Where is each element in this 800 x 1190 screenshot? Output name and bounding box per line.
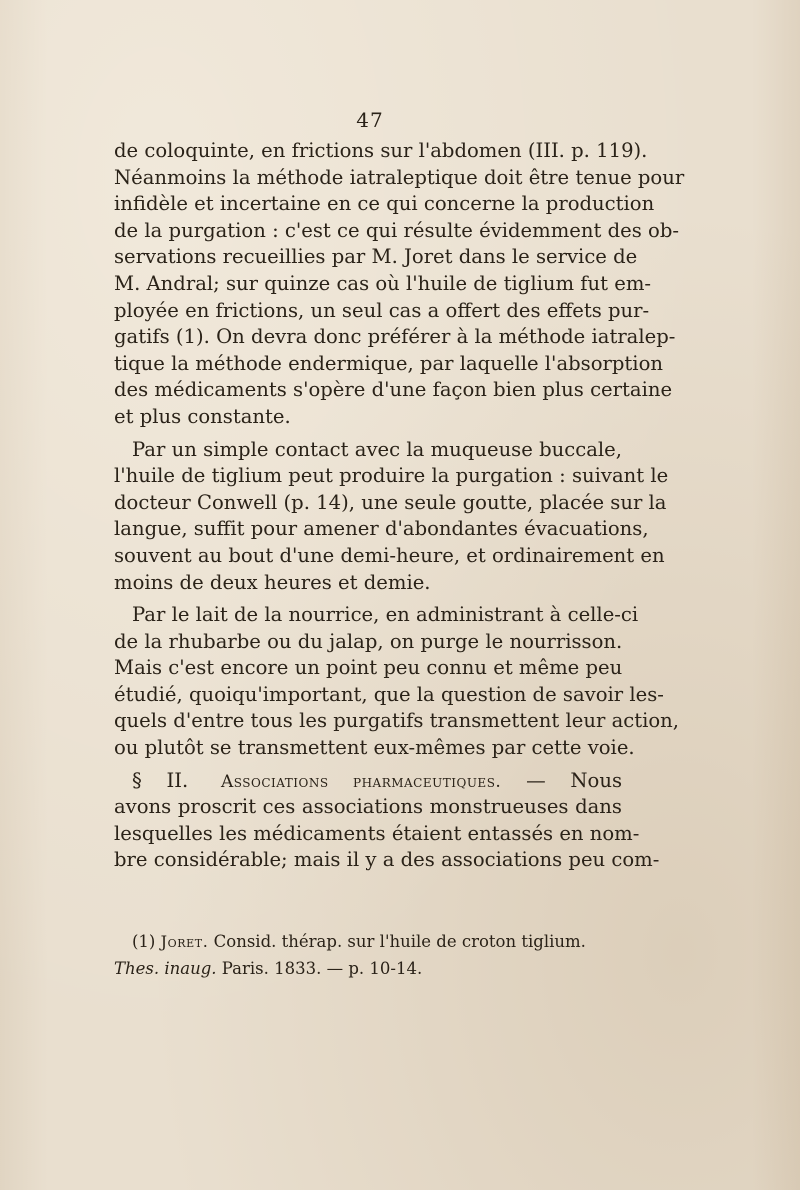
- text-line: quels d'entre tous les purgatifs transmettent leur action,: [114, 709, 680, 733]
- text-line: Par un simple contact avec la muqueuse buccale,: [132, 437, 622, 461]
- text-line: gatifs (1). On devra donc préférer à la méthode iatralep-: [114, 325, 676, 349]
- section-dash-text: — Nous: [526, 768, 623, 792]
- text-line: de coloquinte, en frictions sur l'abdomen (III. p. 119).: [114, 139, 648, 162]
- footnote-line-2: [114, 955, 622, 982]
- text-line: des médicaments s'opère d'une façon bien plus certaine: [114, 378, 673, 402]
- text-line: et plus constante.: [114, 404, 291, 428]
- page-number: 47: [356, 108, 384, 132]
- text-line: étudié, quoiqu'important, que la question de savoir les-: [114, 682, 664, 706]
- paragraph-2: [114, 437, 669, 597]
- text-line: ou plutôt se transmettent eux-mêmes par cette voie.: [114, 736, 635, 760]
- text-line: avons proscrit ces associations monstrueuses dans: [114, 795, 622, 819]
- footnote: [114, 928, 622, 982]
- text-line: moins de deux heures et demie.: [114, 570, 431, 594]
- footnote-title: Consid. thérap. sur l'huile de croton tiglium.: [213, 932, 586, 951]
- text-line: Néanmoins la méthode iatraleptique doit être tenue pour: [114, 165, 685, 189]
- text-line: tique la méthode endermique, par laquelle l'absorption: [114, 351, 663, 375]
- text-line: Par le lait de la nourrice, en administrant à celle-ci: [132, 603, 639, 627]
- section-heading-line: [114, 768, 622, 795]
- section-number: § II.: [132, 768, 189, 792]
- footnote-author: Joret.: [160, 932, 209, 951]
- body-text: [114, 138, 685, 874]
- text-line: souvent au bout d'une demi-heure, et ordinairement en: [114, 543, 665, 567]
- paragraph-1: [114, 138, 685, 431]
- footnote-publication: Paris. 1833. — p. 10-14.: [221, 959, 423, 978]
- text-line: docteur Conwell (p. 14), une seule goutte, placée sur la: [114, 490, 667, 514]
- footnote-thesis: Thes. inaug.: [114, 959, 217, 978]
- text-line: langue, suffit pour amener d'abondantes évacuations,: [114, 517, 649, 541]
- text-line: Mais c'est encore un point peu connu et même peu: [114, 656, 623, 680]
- footnote-line-1: [132, 928, 622, 955]
- text-line: l'huile de tiglium peut produire la purgation : suivant le: [114, 464, 669, 488]
- text-line: bre considérable; mais il y a des associations peu com-: [114, 848, 660, 872]
- text-line: infidèle et incertaine en ce qui concerne la production: [114, 192, 655, 216]
- text-line: servations recueillies par M. Joret dans le service de: [114, 245, 638, 269]
- text-line: de la purgation : c'est ce qui résulte évidemment des ob-: [114, 218, 680, 242]
- footnote-marker: (1): [132, 932, 156, 951]
- text-line: lesquelles les médicaments étaient entassés en nom-: [114, 821, 640, 845]
- section-ii: [114, 768, 660, 874]
- section-heading: Associations pharmaceutiques.: [221, 771, 502, 792]
- text-line: de la rhubarbe ou du jalap, on purge le nourrisson.: [114, 629, 623, 653]
- text-line: M. Andral; sur quinze cas où l'huile de tiglium fut em-: [114, 271, 652, 295]
- text-line: ployée en frictions, un seul cas a offert des effets pur-: [114, 298, 650, 322]
- paragraph-3: [114, 602, 680, 762]
